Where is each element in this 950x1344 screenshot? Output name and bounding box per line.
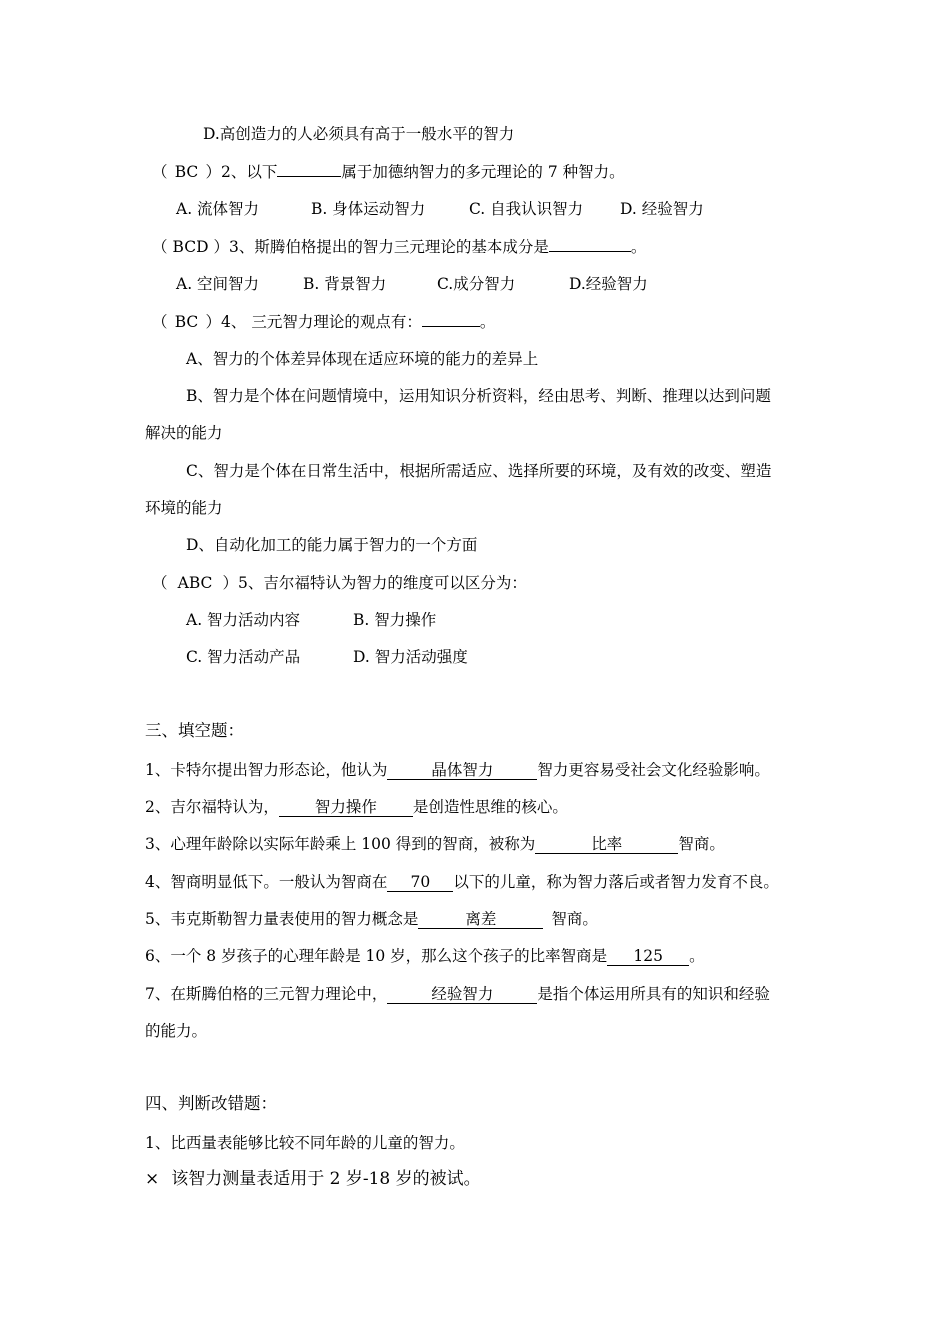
q3-blank [549, 251, 631, 252]
q3-option-c: C.成分智力 [437, 275, 516, 293]
q3-option-b: B. 背景智力 [303, 275, 387, 293]
q5-option-b: B. 智力操作 [353, 611, 437, 629]
q1-option-d: D.高创造力的人必须具有高于一般水平的智力 [203, 125, 515, 143]
fill-q7-text: 7、在斯腾伯格的三元智力理论中， [145, 985, 388, 1003]
fill-q1-text-end: 智力更容易受社会文化经验影响。 [537, 761, 770, 779]
q4-question: 4、 三元智力理论的观点有： [221, 313, 422, 331]
fill-q7-text-end: 是指个体运用所具有的知识和经验 [537, 985, 770, 1003]
q4-option-c-cont: 环境的能力 [145, 499, 223, 517]
q2-close-paren: ） [205, 163, 222, 181]
fill-q6 [145, 946, 705, 966]
q4-answer: BC [174, 313, 199, 331]
q4-option-a: A、智力的个体差异体现在适应环境的能力的差异上 [186, 350, 539, 368]
q3-line [152, 237, 646, 257]
section-fill-title: 三、填空题： [145, 721, 244, 740]
fill-q3-answer: 比率 [535, 835, 678, 854]
q2-option-d: D. 经验智力 [620, 200, 704, 218]
q3-answer: BCD [172, 238, 209, 256]
q5-line [152, 573, 527, 593]
q2-question: 2、以下 [221, 163, 278, 181]
fill-q6-text: 6、一个 8 岁孩子的心理年龄是 10 岁，那么这个孩子的比率智商是 [145, 947, 608, 965]
section-judge-title: 四、判断改错题： [145, 1094, 277, 1113]
q2-line [152, 162, 625, 182]
q2-options [176, 199, 704, 219]
q3-close-paren: ） [213, 238, 230, 256]
q3-options [176, 274, 648, 294]
q5-answer: ABC [177, 574, 213, 592]
judge-q1-correction: 该智力测量表适用于 2 岁-18 岁的被试。 [171, 1169, 481, 1189]
fill-q2 [145, 797, 568, 817]
q4-open-paren: （ [152, 313, 168, 331]
fill-q5-answer: 离差 [418, 910, 543, 929]
fill-q1 [145, 760, 770, 780]
fill-q7-cont: 的能力。 [145, 1022, 208, 1040]
fill-q2-text: 2、吉尔福特认为， [145, 798, 279, 816]
q4-option-d: D、自动化加工的能力属于智力的一个方面 [186, 536, 478, 554]
fill-q3-text: 3、心理年龄除以实际年龄乘上 100 得到的智商，被称为 [145, 835, 536, 853]
fill-q6-answer: 125 [607, 947, 689, 966]
judge-q1-correction-line [145, 1169, 481, 1189]
q5-option-d: D. 智力活动强度 [353, 648, 468, 666]
q4-question-end: 。 [479, 313, 496, 331]
fill-q2-text-end: 是创造性思维的核心。 [412, 798, 568, 816]
q5-option-c: C. 智力活动产品 [186, 648, 301, 666]
q4-option-c: C、智力是个体在日常生活中，根据所需适应、选择所要的环境，及有效的改变、塑造 [186, 462, 772, 480]
judge-q1: 1、比西量表能够比较不同年龄的儿童的智力。 [145, 1134, 465, 1152]
q5-open-paren: （ [152, 574, 168, 592]
fill-q4 [145, 872, 779, 892]
fill-q5-text-end: 智商。 [551, 910, 598, 928]
fill-q5-text: 5、韦克斯勒智力量表使用的智力概念是 [145, 910, 419, 928]
fill-q3 [145, 834, 725, 854]
q2-option-b: B. 身体运动智力 [311, 200, 426, 218]
q3-option-d: D.经验智力 [569, 275, 648, 293]
fill-q2-answer: 智力操作 [279, 798, 413, 817]
fill-q3-text-end: 智商。 [678, 835, 725, 853]
q2-option-c: C. 自我认识智力 [469, 200, 584, 218]
q4-blank [422, 326, 480, 327]
q3-option-a: A. 空间智力 [176, 275, 260, 293]
q2-blank [277, 176, 341, 177]
q3-question: 3、斯腾伯格提出的智力三元理论的基本成分是 [229, 238, 549, 256]
fill-q4-answer: 70 [387, 873, 453, 892]
q5-question: 5、吉尔福特认为智力的维度可以区分为： [238, 574, 527, 592]
q2-answer: BC [174, 163, 199, 181]
q5-option-a: A. 智力活动内容 [186, 611, 301, 629]
fill-q4-text: 4、智商明显低下。一般认为智商在 [145, 873, 388, 891]
q2-open-paren: （ [152, 163, 168, 181]
q4-option-b-cont: 解决的能力 [145, 424, 223, 442]
fill-q5 [145, 909, 598, 929]
q5-options-row1 [186, 610, 436, 630]
fill-q6-text-end: 。 [689, 947, 705, 965]
q2-question-end: 属于加德纳智力的多元理论的 7 种智力。 [341, 163, 625, 181]
q4-line [152, 312, 495, 332]
fill-q1-answer: 晶体智力 [387, 761, 537, 780]
fill-q7 [145, 984, 770, 1004]
q3-question-end: 。 [630, 238, 647, 256]
fill-q7-answer: 经验智力 [387, 985, 537, 1004]
q5-options-row2 [186, 647, 468, 667]
q5-close-paren: ） [222, 574, 239, 592]
q3-open-paren: （ [152, 238, 168, 256]
q4-option-b: B、智力是个体在问题情境中，运用知识分析资料，经由思考、判断、推理以达到问题 [186, 387, 771, 405]
fill-q4-text-end: 以下的儿童，称为智力落后或者智力发育不良。 [453, 873, 779, 891]
wrong-mark: × [145, 1169, 160, 1189]
fill-q1-text: 1、卡特尔提出智力形态论，他认为 [145, 761, 388, 779]
q2-option-a: A. 流体智力 [176, 200, 260, 218]
q4-close-paren: ） [205, 313, 222, 331]
